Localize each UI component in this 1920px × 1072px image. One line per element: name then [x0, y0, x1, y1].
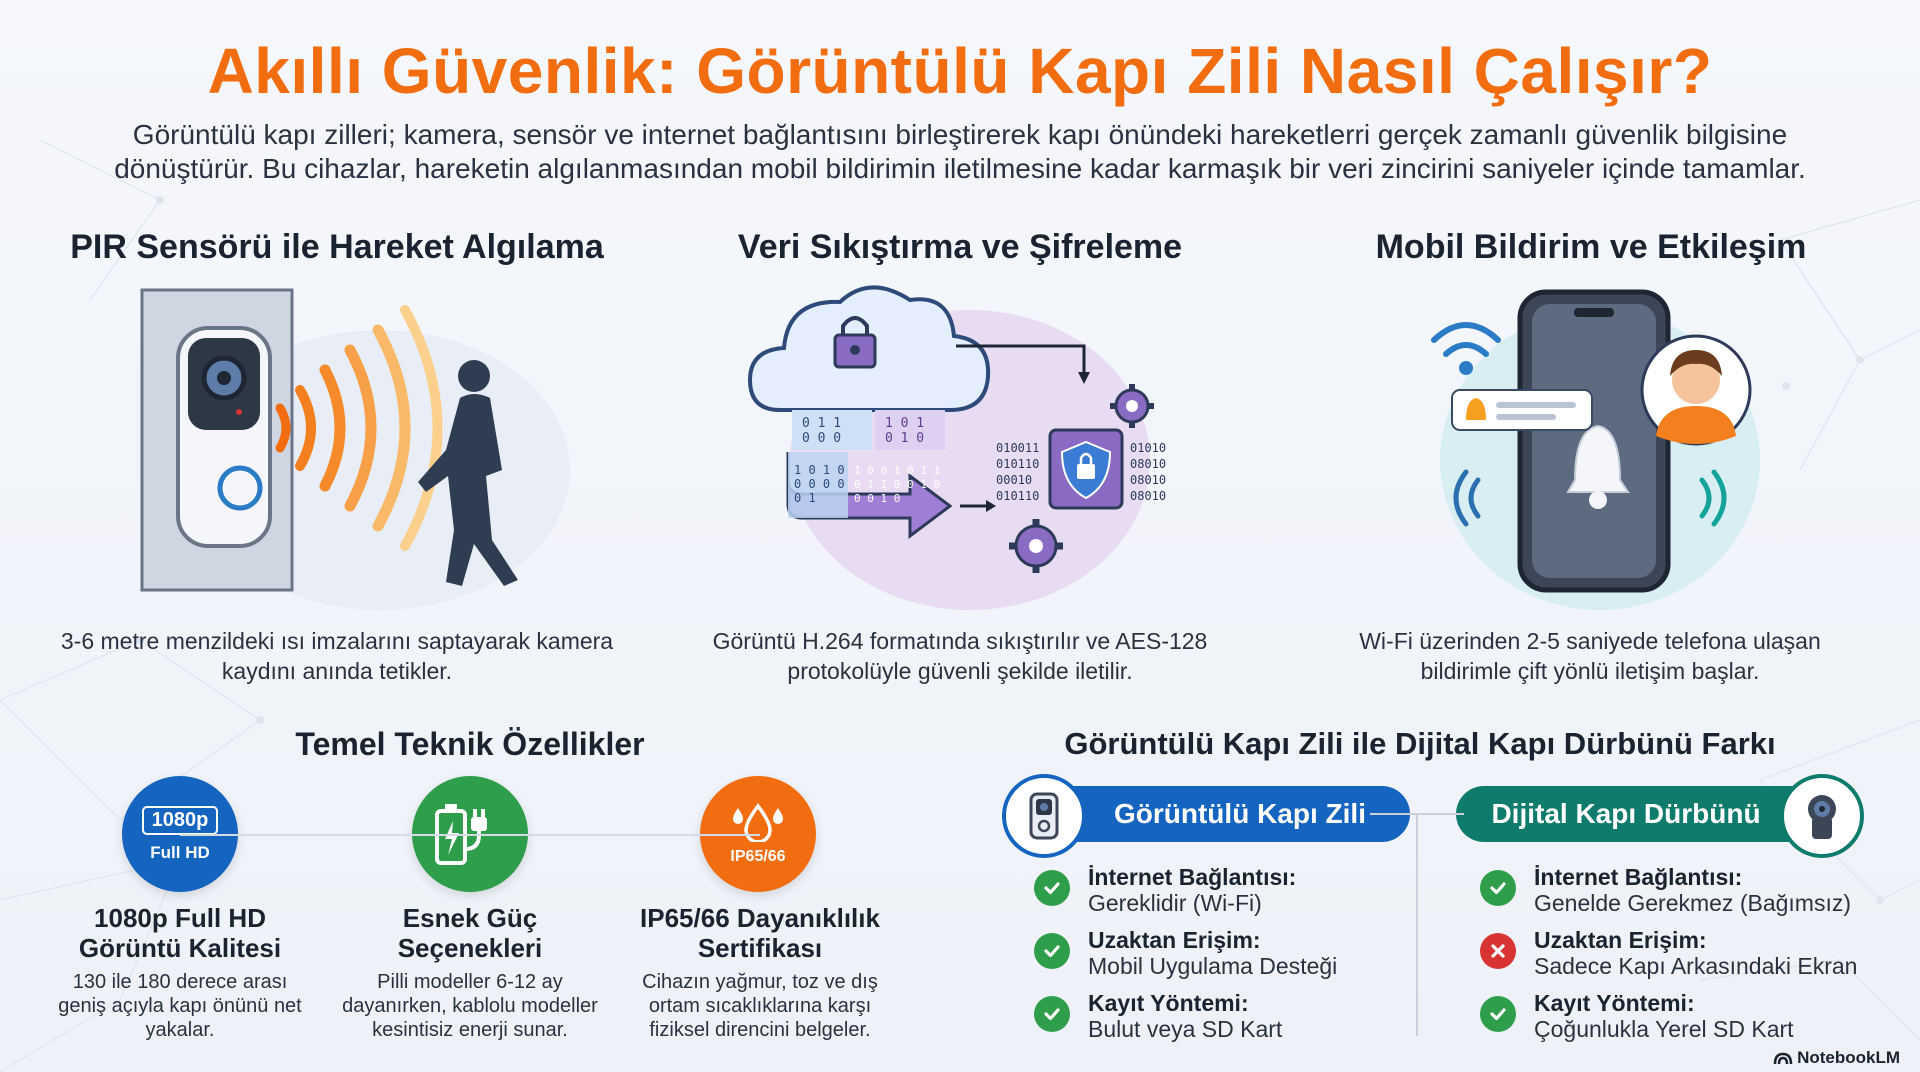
arrow-binary-right-3: 0 0 1 0: [854, 492, 901, 505]
badge-fullhd-label: Full HD: [150, 842, 210, 862]
cross-icon: [1480, 933, 1516, 969]
brand-logo: [1773, 1048, 1900, 1068]
cloud-binary-right-1: 1 0 1: [885, 416, 925, 431]
comparison-row-label: Uzaktan Erişim:: [1088, 927, 1261, 953]
feature-title-power: [330, 903, 610, 963]
comparison-row-label: Kayıt Yöntemi:: [1534, 990, 1695, 1016]
check-icon: [1034, 933, 1070, 969]
water-drop-icon: [728, 802, 788, 842]
cloud-encryption-icon: [740, 280, 1180, 620]
section-desc-mobile: Wi-Fi üzerinden 2-5 saniyede telefona ulaşan bildirimle çift yönlü iletişim başlar.: [1359, 628, 1821, 684]
section-title-encryption: Veri Sıkıştırma ve Şifreleme: [737, 228, 1183, 266]
pill-digital-peephole-label: Dijital Kapı Dürbünü: [1491, 798, 1761, 829]
doorbell-icon: [1002, 774, 1086, 858]
comparison-connector: [1370, 813, 1464, 815]
section-desc-encryption: Görüntü H.264 formatında sıkıştırılır ve AES-128 protokolüyle güvenli şekilde iletilir.: [712, 628, 1208, 684]
right-comparison-row: [1480, 990, 1794, 1043]
feature-desc-power: Pilli modeller 6-12 ay dayanırken, kablolu modeller kesintisiz enerji sunar.: [342, 971, 598, 1041]
check-icon: [1034, 996, 1070, 1032]
feature-title-ip: [620, 903, 900, 963]
check-icon: [1034, 870, 1070, 906]
features-connector: [180, 834, 760, 836]
shield-binary-right-1: 01010: [1130, 441, 1167, 455]
comparison-title: Görüntülü Kapı Zili ile Dijital Kapı Dürbünü Farkı: [1064, 726, 1776, 761]
motion-sensor-icon: [130, 280, 570, 620]
shield-binary-right-4: 08010: [1130, 489, 1167, 503]
feature-title-1080p-line1: 1080p Full HD: [94, 903, 266, 933]
pill-digital-peephole: [1456, 786, 1826, 842]
feature-title-1080p: [40, 903, 320, 963]
shield-binary-right-3: 08010: [1130, 473, 1167, 487]
arrow-binary-left-3: 0 1: [794, 491, 816, 505]
comparison-row-label: Kayıt Yöntemi:: [1088, 990, 1249, 1016]
pill-video-doorbell-label: Görüntülü Kapı Zili: [1114, 798, 1366, 829]
comparison-row-value: Gereklidir (Wi-Fi): [1088, 890, 1262, 916]
badge-1080p-label: 1080p: [142, 806, 219, 835]
comparison-row-label: Uzaktan Erişim:: [1534, 927, 1707, 953]
comparison-row-value: Mobil Uygulama Desteği: [1088, 953, 1338, 979]
cloud-binary-right-2: 0 1 0: [885, 431, 925, 446]
arrow-binary-right-1: 1 0 0 1 0 1 1: [854, 464, 941, 477]
intro-text: Görüntülü kapı zilleri; kamera, sensör ve internet bağlantısını birleştirerek kapı önündeki hareketlerri gerçek zamanlı güvenlik bilgisine dönüştürür. Bu cihazlar, hareketin algılanmasından mobil bildirimin iletilmesine kadar karmaşık bir veri zincirini saniyeler içinde tamamlar.: [114, 119, 1806, 184]
arrow-binary-right-2: 0 1 1 0 0 1 0: [854, 478, 941, 491]
right-comparison-row: [1480, 927, 1857, 980]
comparison-divider: [1416, 814, 1418, 1036]
arrow-binary-left-2: 0 0 0 0: [794, 477, 845, 491]
comparison-row-label: İnternet Bağlantısı:: [1534, 864, 1743, 890]
left-comparison-row: [1034, 927, 1337, 980]
badge-ip-label: IP65/66: [730, 848, 786, 865]
phone-notification-icon: [1420, 280, 1780, 620]
notebooklm-logo-icon: [1773, 1050, 1793, 1066]
comparison-row-value: Çoğunlukla Yerel SD Kart: [1534, 1016, 1794, 1042]
brand-name: NotebookLM: [1797, 1048, 1900, 1067]
shield-binary-left-4: 010110: [996, 489, 1040, 503]
arrow-binary-left-1: 1 0 1 0: [794, 463, 845, 477]
left-comparison-row: [1034, 864, 1296, 917]
comparison-row-value: Sadece Kapı Arkasındaki Ekran: [1534, 953, 1858, 979]
pill-video-doorbell: [1040, 786, 1410, 842]
cloud-binary-left-2: 0 0 0: [802, 431, 842, 446]
section-title-mobile: Mobil Bildirim ve Etkileşim: [1375, 228, 1807, 266]
shield-binary-left-3: 00010: [996, 473, 1033, 487]
comparison-row-value: Bulut veya SD Kart: [1088, 1016, 1283, 1042]
feature-title-ip-line2: Sertifikası: [697, 933, 823, 963]
check-icon: [1480, 996, 1516, 1032]
feature-title-power-line1: Esnek Güç: [402, 903, 538, 933]
feature-title-ip-line1: IP65/66 Dayanıklılık: [640, 903, 880, 933]
left-comparison-row: [1034, 990, 1282, 1043]
feature-title-1080p-line2: Görüntü Kalitesi: [78, 933, 282, 963]
peephole-icon: [1780, 774, 1864, 858]
feature-desc-1080p: 130 ile 180 derece arası geniş açıyla kapı önünü net yakalar.: [58, 971, 302, 1041]
features-title: Temel Teknik Özellikler: [295, 726, 645, 762]
feature-title-power-line2: Seçenekleri: [397, 933, 543, 963]
cloud-binary-left-1: 0 1 1: [802, 416, 842, 431]
comparison-row-label: İnternet Bağlantısı:: [1088, 864, 1297, 890]
right-comparison-row: [1480, 864, 1851, 917]
shield-binary-left-1: 010011: [996, 441, 1040, 455]
shield-binary-right-2: 08010: [1130, 457, 1167, 471]
comparison-row-value: Genelde Gerekmez (Bağımsız): [1534, 890, 1852, 916]
shield-binary-left-2: 010110: [996, 457, 1040, 471]
section-title-pir: PIR Sensörü ile Hareket Algılama: [70, 228, 604, 266]
page-title: Akıllı Güvenlik: Görüntülü Kapı Zili Nasıl Çalışır?: [207, 35, 1713, 107]
feature-desc-ip: Cihazın yağmur, toz ve dış ortam sıcaklıklarına karşı fiziksel direncini belgeler.: [642, 971, 878, 1041]
check-icon: [1480, 870, 1516, 906]
section-desc-pir: 3-6 metre menzildeki ısı imzalarını saptayarak kamera kaydını anında tetikler.: [60, 628, 614, 684]
